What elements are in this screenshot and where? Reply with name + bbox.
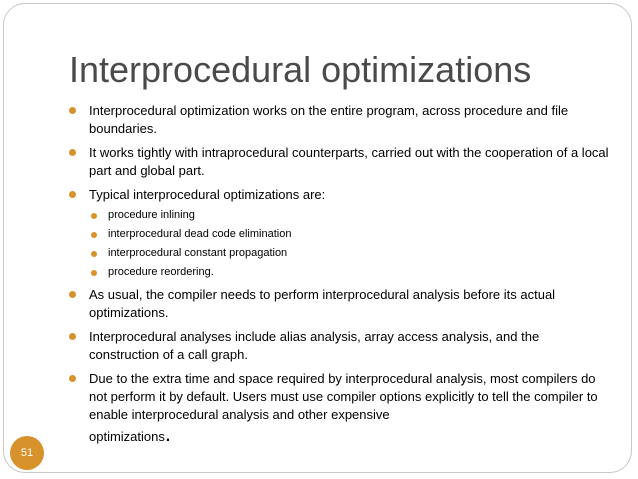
sub-bullet-icon <box>91 213 97 219</box>
sub-bullet-item <box>89 265 609 280</box>
sub-bullet-text: procedure reordering. <box>108 266 214 278</box>
sub-bullet-item <box>89 227 609 242</box>
bullet-item <box>69 328 609 364</box>
sub-bullet-icon <box>91 251 97 257</box>
sub-bullet-text: procedure inlining <box>108 209 195 221</box>
bullet-text: Interprocedural analyses include alias analysis, array access analysis, and the construction of a call graph. <box>89 329 540 362</box>
bullet-tail-period: . <box>164 421 171 446</box>
bullet-text: It works tightly with intraprocedural counterparts, carried out with the cooperation of a local part and global part. <box>89 145 609 178</box>
bullet-item <box>69 370 609 446</box>
bullet-icon <box>69 375 76 382</box>
bullet-tail <box>89 421 171 446</box>
bullet-item <box>69 186 609 204</box>
sub-bullet-item <box>89 246 609 261</box>
bullet-text: Interprocedural optimization works on the entire program, across procedure and file boundaries. <box>89 103 569 136</box>
bullet-text: Typical interprocedural optimizations are: <box>89 187 326 202</box>
bullet-item <box>69 286 609 322</box>
bullet-icon <box>69 191 76 198</box>
bullet-item <box>69 144 609 180</box>
bullet-icon <box>69 149 76 156</box>
bullet-icon <box>69 333 76 340</box>
bullet-text: Due to the extra time and space required by interprocedural analysis, most compilers do not perform it by default. Users must use compiler options explicitly to tell the compiler to enable interprocedural analysis and other expensive <box>89 371 598 422</box>
sub-bullet-text: interprocedural constant propagation <box>108 247 288 259</box>
bullet-tail-text: optimizations <box>89 429 165 444</box>
slide-content <box>69 102 609 452</box>
sub-bullet-icon <box>91 232 97 238</box>
bullet-icon <box>69 291 76 298</box>
slide-title: Interprocedural optimizations <box>69 49 532 90</box>
bullet-icon <box>69 107 76 114</box>
bullet-text: As usual, the compiler needs to perform interprocedural analysis before its actual optimizations. <box>89 287 556 320</box>
sub-bullet-text: interprocedural dead code elimination <box>108 228 292 240</box>
sub-bullet-list <box>69 208 609 280</box>
bullet-item <box>69 102 609 138</box>
page-number-badge: 51 <box>10 436 44 470</box>
sub-bullet-icon <box>91 270 97 276</box>
sub-bullet-item <box>89 208 609 223</box>
